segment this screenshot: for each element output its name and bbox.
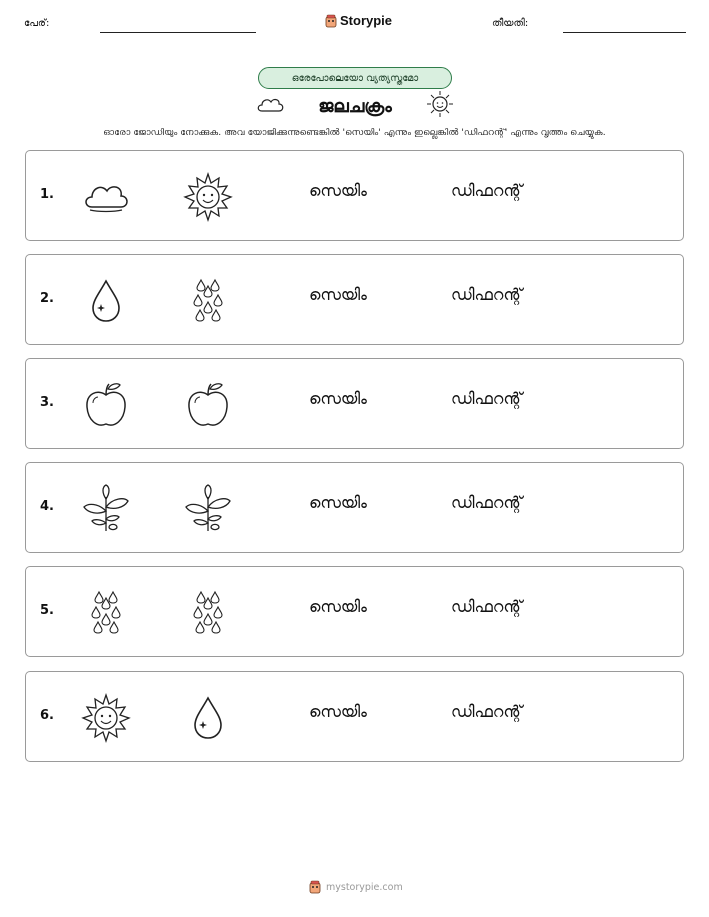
worksheet-type-badge: ഒരേപോലെയോ വ്യത്യസ്തമോ [258,67,452,89]
question-row [25,358,684,449]
sun-icon [182,171,234,223]
brand-name: Storypie [340,13,393,28]
storypie-mascot-icon [308,880,322,894]
different-option[interactable]: ഡിഫറന്റ് [451,389,523,408]
sapling-icon [182,483,234,535]
footer [308,880,403,894]
apple-icon [80,379,132,431]
question-number: 4. [40,499,54,514]
question-row [25,566,684,657]
apple-icon [182,379,234,431]
cloud-icon [80,171,132,223]
question-row [25,254,684,345]
cloud-icon [255,93,285,119]
name-label: പേര്: [24,18,50,29]
water-drop-icon [182,692,234,744]
rain-drops-icon [182,587,234,639]
name-field[interactable] [100,32,256,33]
different-option[interactable]: ഡിഫറന്റ് [451,285,523,304]
rain-drops-icon [80,587,132,639]
different-option[interactable]: ഡിഫറന്റ് [451,493,523,512]
page-title: ജലചക്രം [318,95,392,117]
question-row [25,462,684,553]
same-option[interactable]: സെയിം [309,597,367,616]
title-row [255,91,455,121]
question-number: 5. [40,603,54,618]
question-number: 3. [40,395,54,410]
same-option[interactable]: സെയിം [309,702,367,721]
date-label: തീയതി: [492,18,529,29]
rain-drops-icon [182,275,234,327]
different-option[interactable]: ഡിഫറന്റ് [451,702,523,721]
same-option[interactable]: സെയിം [309,389,367,408]
instructions: ഓരോ ജോഡിയും നോക്കുക. അവ യോജിക്കുന്നുണ്ടെങ്കിൽ 'സെയിം' എന്നും ഇല്ലെങ്കിൽ 'ഡിഫറന്റ്' എന്നും വൃത്തം ചെയ്യുക. [103,127,606,138]
date-field[interactable] [563,32,686,33]
question-number: 2. [40,291,54,306]
question-number: 6. [40,708,54,723]
sapling-icon [80,483,132,535]
sun-icon [425,89,455,123]
storypie-mascot-icon [324,14,338,28]
question-row [25,671,684,762]
same-option[interactable]: സെയിം [309,285,367,304]
same-option[interactable]: സെയിം [309,493,367,512]
sun-icon [80,692,132,744]
same-option[interactable]: സെയിം [309,181,367,200]
water-drop-icon [80,275,132,327]
different-option[interactable]: ഡിഫറന്റ് [451,181,523,200]
different-option[interactable]: ഡിഫറന്റ് [451,597,523,616]
footer-url: mystorypie.com [326,881,403,893]
brand-logo [324,13,392,28]
question-row [25,150,684,241]
question-number: 1. [40,187,54,202]
